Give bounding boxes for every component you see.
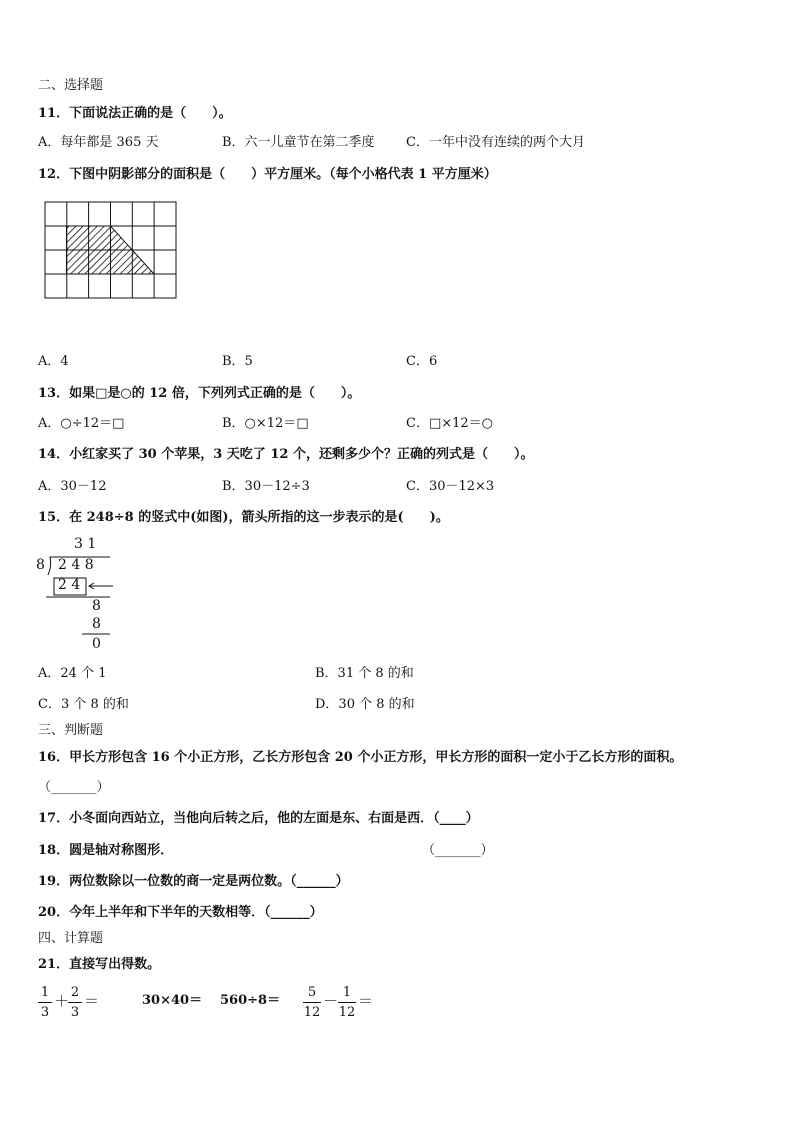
q14-option-c[interactable]: C．30－12×3 (406, 479, 495, 494)
division-quotient: 3 1 (74, 536, 97, 552)
minus-sign: － (323, 992, 339, 1010)
division-lines (34, 536, 124, 654)
grid-lines (45, 202, 176, 298)
fraction-1-3: 1 3 (38, 984, 52, 1021)
question-17: 17．小冬面向西站立，当他向后转之后，他的左面是东、右面是西．（____） (38, 811, 479, 826)
q15-option-b[interactable]: B．31 个 8 的和 (315, 666, 414, 681)
division-step-8b: 8 (92, 616, 101, 632)
question-20: 20．今年上半年和下半年的天数相等．（______） (38, 905, 323, 920)
q12-option-b[interactable]: B．5 (222, 354, 253, 369)
fraction-5-12: 5 12 (303, 985, 321, 1020)
q14-option-a[interactable]: A．30－12 (38, 479, 107, 494)
long-division-figure (34, 536, 124, 654)
question-14: 14．小红家买了 30 个苹果，3 天吃了 12 个，还剩多少个？正确的列式是（ ）。 (38, 447, 534, 462)
q16-answer-blank[interactable]: （_______） (38, 780, 110, 795)
q11-option-a[interactable]: A．每年都是 365 天 (38, 135, 159, 150)
question-12: 12．下图中阴影部分的面积是（ ）平方厘米。（每个小格代表 1 平方厘米） (38, 167, 497, 182)
division-step-24: 2 4 (58, 577, 81, 593)
question-21: 21．直接写出得数。 (38, 957, 161, 972)
q12-option-c[interactable]: C．6 (406, 354, 438, 369)
q13-option-a[interactable]: A．○÷12＝□ (38, 416, 125, 431)
q11-option-b[interactable]: B．六一儿童节在第二季度 (222, 135, 375, 150)
q11-option-c[interactable]: C．一年中没有连续的两个大月 (406, 135, 585, 150)
q12-option-a[interactable]: A．4 (38, 354, 69, 369)
equals-sign-1: ＝ (84, 992, 100, 1010)
question-11: 11．下面说法正确的是（ ）。 (38, 106, 232, 121)
q13-option-c[interactable]: C．□×12＝○ (406, 416, 494, 431)
q15-option-c[interactable]: C．3 个 8 的和 (38, 697, 129, 712)
plus-sign: ＋ (54, 992, 70, 1010)
division-divisor: 8 (36, 557, 45, 573)
section-heading-choice: 二、选择题 (38, 78, 104, 93)
question-15: 15．在 248÷8 的竖式中(如图)，箭头所指的这一步表示的是( )。 (38, 510, 449, 525)
q15-option-d[interactable]: D．30 个 8 的和 (315, 697, 415, 712)
question-19: 19．两位数除以一位数的商一定是两位数。（______） (38, 874, 349, 889)
fraction-2-3: 2 3 (68, 984, 82, 1021)
expr-30x40: 30×40＝ (142, 993, 203, 1008)
division-remainder: 0 (92, 636, 101, 652)
section-heading-judge: 三、判断题 (38, 723, 104, 738)
division-step-8a: 8 (92, 598, 101, 614)
q14-option-b[interactable]: B．30－12÷3 (222, 479, 310, 494)
equals-sign-4: ＝ (358, 992, 374, 1010)
question-18: 18．圆是轴对称图形． (38, 843, 174, 858)
fraction-1-12: 1 12 (338, 985, 356, 1020)
question-16: 16．甲长方形包含 16 个小正方形，乙长方形包含 20 个小正方形，甲长方形的面积一定小于乙长方形的面积。 (38, 750, 683, 765)
shaded-area-grid (44, 201, 178, 301)
section-heading-calc: 四、计算题 (38, 931, 104, 946)
question-13: 13．如果□是○的 12 倍，下列列式正确的是（ ）。 (38, 386, 361, 401)
q18-answer-blank[interactable]: （_______） (422, 843, 494, 858)
expr-560div8: 560÷8＝ (220, 993, 281, 1008)
q13-option-b[interactable]: B．○×12＝□ (222, 416, 309, 431)
division-dividend: 2 4 8 (58, 557, 94, 573)
q15-option-a[interactable]: A．24 个 1 (38, 666, 107, 681)
